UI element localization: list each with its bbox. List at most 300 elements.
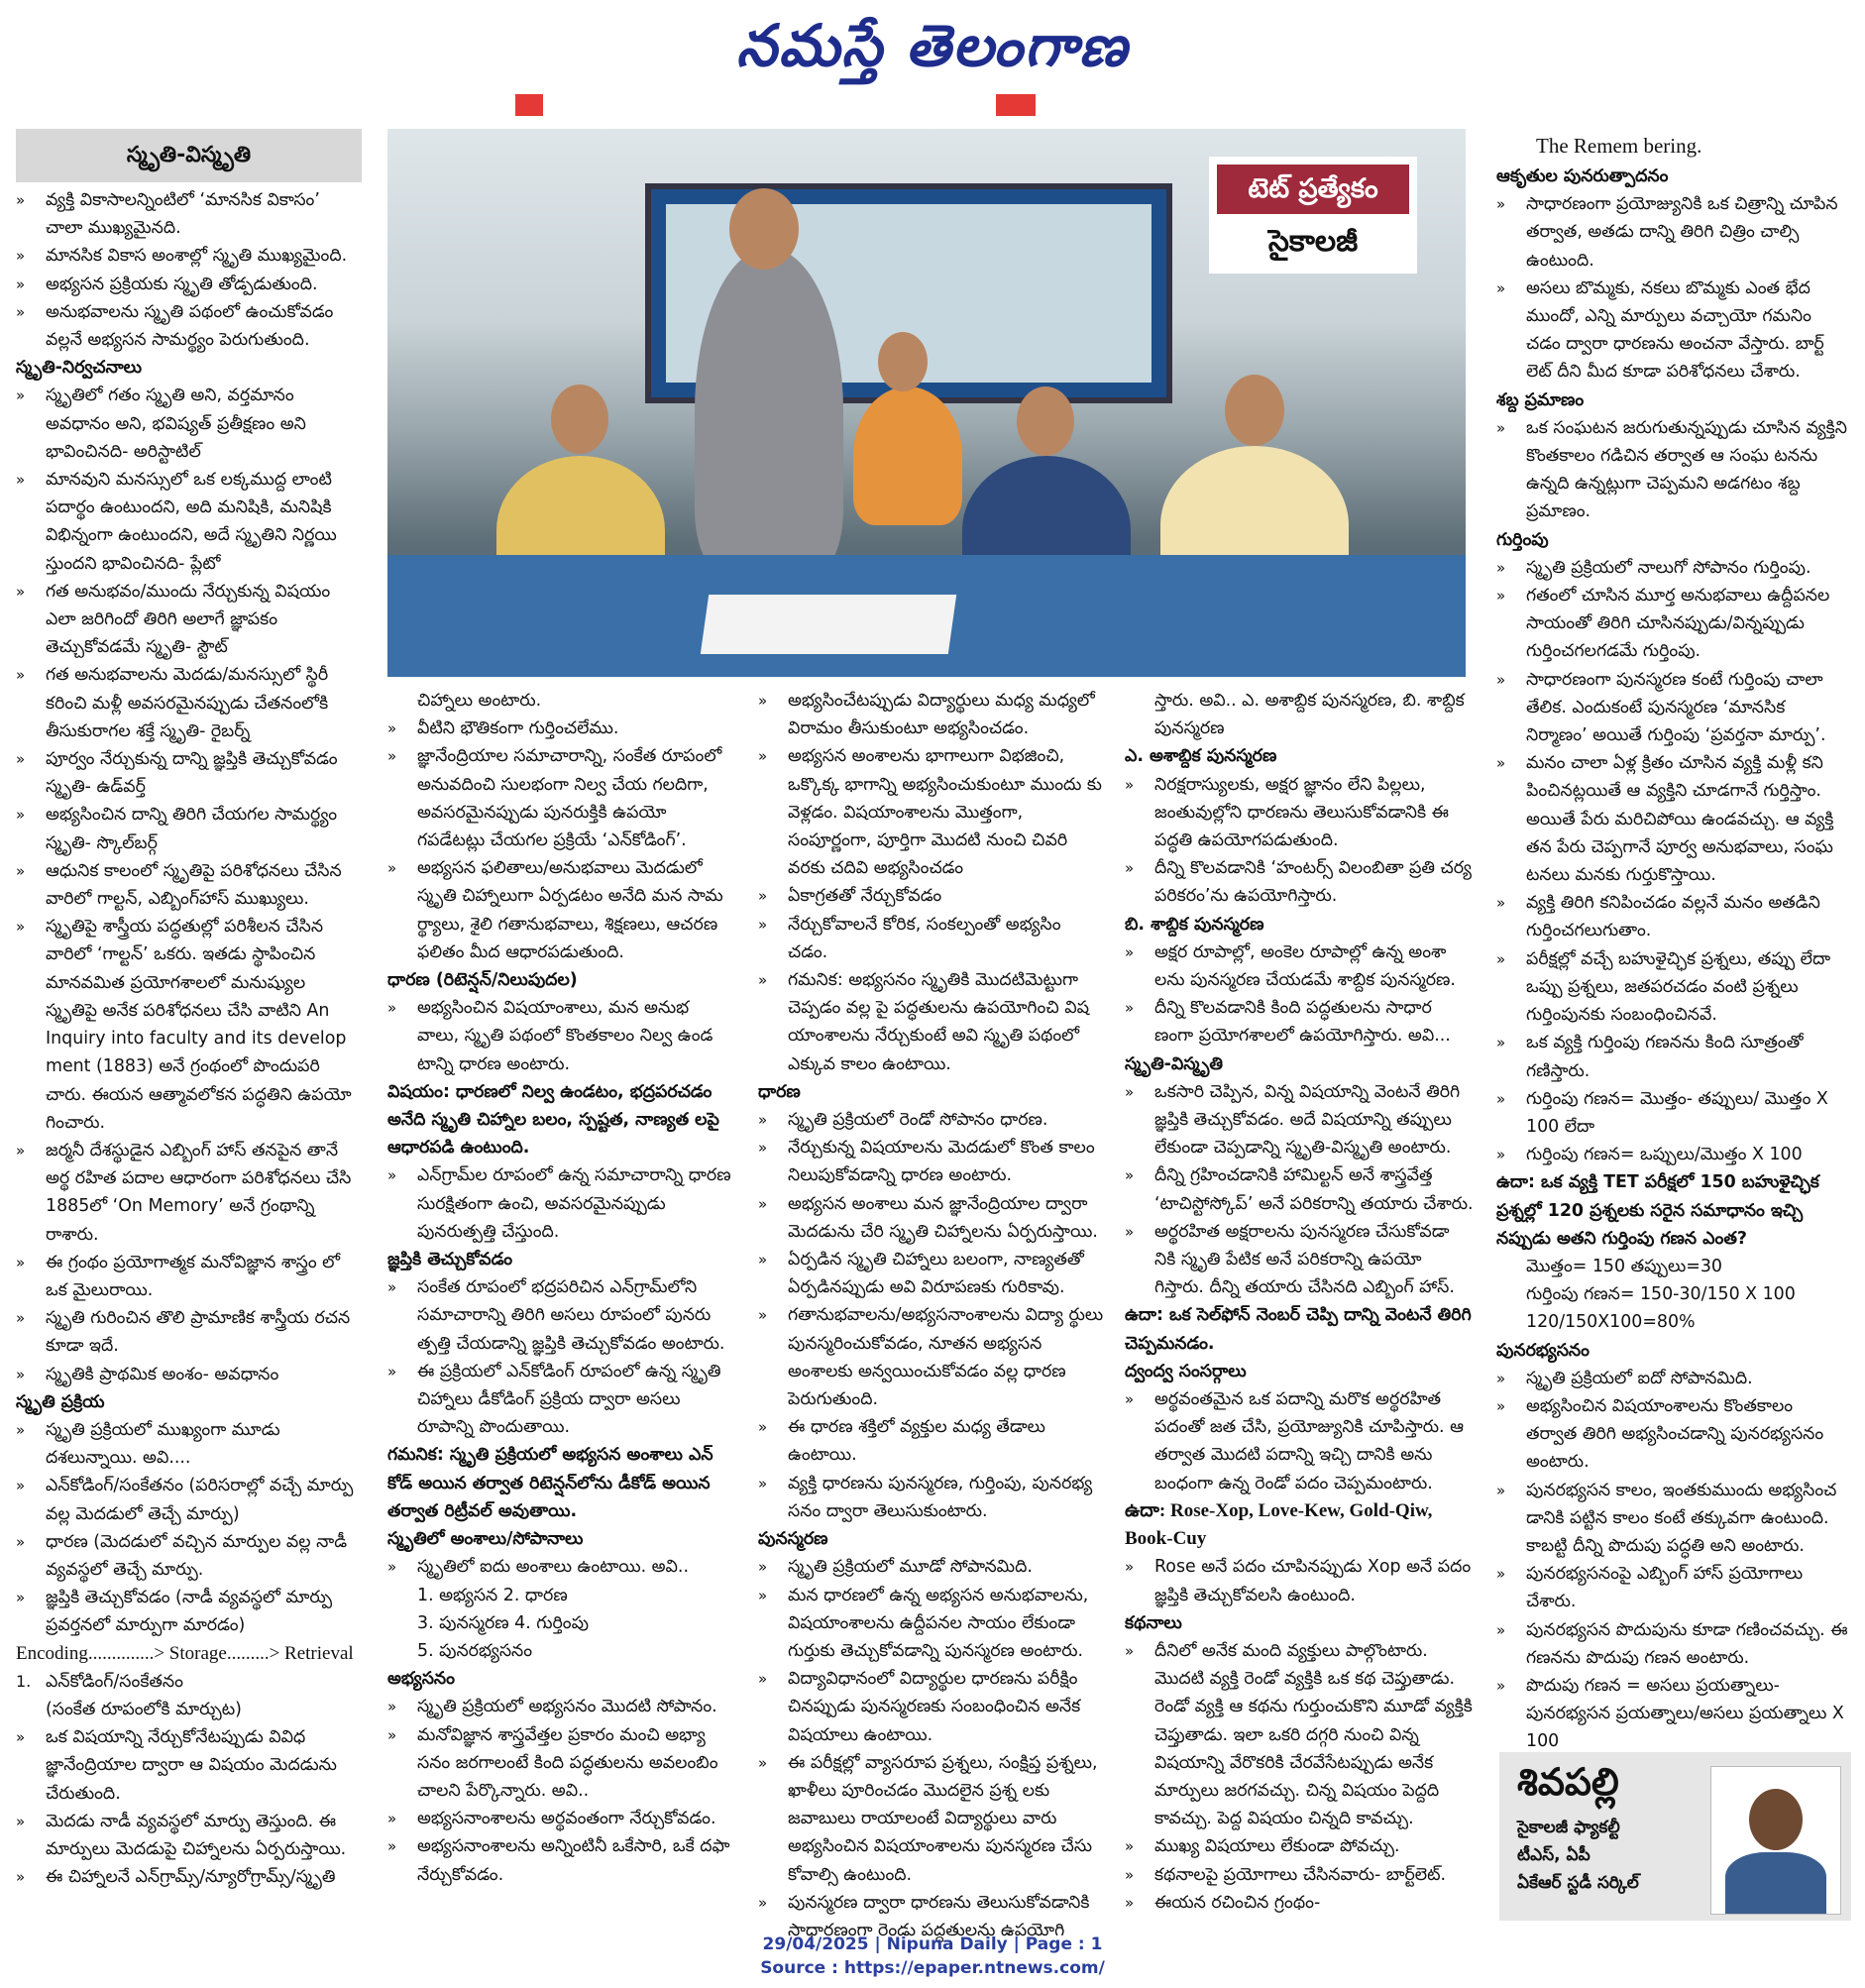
bullet-text: ఎన్‌గ్రామ్‌ల రూపంలో ఉన్న సమాచారాన్ని ధారణ సురక్షితంగా ఉంచి, అవసరమైనప్పుడు పునరుత్పత్తి చేస్తుంది. <box>417 1165 731 1242</box>
bullet-marker: » <box>387 1166 397 1185</box>
headline-fragment-left <box>515 94 543 116</box>
bullet-text: వ్యక్తి ధారణను పునస్మరణ, గుర్తింపు, పునరభ్య సనం ద్వారా తెలుసుకుంటారు. <box>788 1473 1093 1521</box>
bullet-text: అభ్యసించేటప్పుడు విద్యార్థులు మధ్య మధ్యలో విరామం తీసుకుంటూ అభ్యసించడం. <box>788 691 1095 739</box>
text-line: 120/150X100=80% <box>1526 1312 1696 1333</box>
bullet-item <box>758 1190 1105 1246</box>
bullet-marker: » <box>758 1306 768 1325</box>
bullet-text: మనోవిజ్ఞాన శాస్త్రవేత్తల ప్రకారం మంచి అభ్యా సనం జరగాలంటే కింది పద్ధతులను అవలంబిం చాలని పేర్కొన్నారు. అవి.. <box>417 1724 718 1801</box>
bullet-marker: » <box>758 915 768 934</box>
column-1 <box>16 129 362 1891</box>
bullet-item <box>1496 945 1848 1030</box>
bullet-text: జ్ఞానేంద్రియాల సమాచారాన్ని, సంకేత రూపంలో అనువదించి సులభంగా నిల్వ చేయ గలదిగా, అవసరమైనప్పుడు పునరుక్తికి ఉపయో గపడేటట్లు చేయగల ప్రక్రియే ‘ఎన్‌కోడింగ్’. <box>417 746 722 851</box>
bullet-marker: » <box>1125 775 1135 794</box>
subheading: ధారణ (రిటెన్షన్/నిలుపుదల) <box>387 970 578 991</box>
student-head <box>551 385 608 454</box>
bullet-text: అభ్యసన ప్రక్రియకు స్మృతి తోడ్పడుతుంది. <box>46 274 318 294</box>
subheading: కథనాలు <box>1125 1612 1182 1633</box>
bullet-item <box>758 1134 1105 1189</box>
bullet-marker: » <box>387 1558 397 1577</box>
bullet-marker: » <box>16 1141 26 1160</box>
bullet-item <box>758 1106 1105 1134</box>
bullet-item <box>1125 1385 1474 1497</box>
bullet-item <box>16 186 362 242</box>
bullet-text: స్మృతి ప్రక్రియలో మూడో సోపానమిది. <box>788 1557 1033 1578</box>
bullet-text: అక్షర రూపాల్లో, అంకెల రూపాల్లో ఉన్న అంశా లను పునస్మరణ చేయడమే శాబ్దిక పునస్మరణ. <box>1154 941 1456 991</box>
bullet-item <box>387 1161 734 1246</box>
bullet-item <box>1125 1637 1474 1832</box>
bullet-item <box>16 578 362 662</box>
bullet-item <box>1125 1889 1474 1917</box>
bullet-marker: » <box>1496 278 1506 297</box>
subheading: స్మృతి-విస్మృతి <box>1125 1053 1223 1074</box>
bullet-marker: » <box>1125 1166 1135 1185</box>
bullet-marker: » <box>1125 859 1135 878</box>
subheading: స్మృతి-నిర్వచనాలు <box>16 358 143 379</box>
bullet-item <box>16 857 362 913</box>
bullet-marker: » <box>387 719 397 738</box>
bullet-item <box>387 1273 734 1358</box>
bullet-text: మానసిక వికాస అంశాల్లో స్మృతి ముఖ్యమైంది. <box>46 246 348 267</box>
book-title-continued: The Remem bering. <box>1536 134 1702 158</box>
student-figure <box>853 387 962 525</box>
bullet-marker: » <box>387 1837 397 1856</box>
bullet-marker: » <box>1496 418 1506 437</box>
bullet-text: పూర్వం నేర్చుకున్న దాన్ని జ్ఞప్తికి తెచ్చుకోవడం స్మృతి- ఉడ్‌వర్త్ <box>46 749 338 798</box>
bullet-text: ఈ ధారణ శక్తిలో వ్యక్తుల మధ్య తేడాలు ఉంటాయి. <box>788 1417 1045 1466</box>
bullet-item <box>1125 939 1474 994</box>
bullet-marker: » <box>758 1418 768 1437</box>
author-role-line: ఏకేఆర్ స్టడీ సర్కిల్ <box>1517 1873 1639 1893</box>
subheading: విషయం: ధారణలో నిల్వ ఉండటం, భద్రపరచడం అనేది స్మృతి చిహ్నాల బలం, స్పష్టత, నాణ్యత లపై ఆధారపడి ఉంటుంది. <box>387 1081 719 1159</box>
bullet-marker: » <box>758 1670 768 1689</box>
bullet-text: ఈ ప్రక్రియలో ఎన్‌కోడింగ్ రూపంలో ఉన్న స్మృతి చిహ్నాలు డీకోడింగ్ ప్రక్రియ ద్వారా అసలు రూపాన్ని పొందుతాయి. <box>417 1361 721 1438</box>
topic-badge <box>1209 157 1417 274</box>
subheading: ద్వంద్వ సంసర్గాలు <box>1125 1361 1247 1381</box>
student-head <box>1225 375 1284 446</box>
bullet-item <box>16 1137 362 1249</box>
text-line: Encoding..............> Storage.........> Retrieval <box>16 1642 354 1664</box>
bullet-item <box>16 271 362 298</box>
bullet-text: గత అనుభవం/ముందు నేర్చుకున్న విషయం ఎలా జరిగిందో తిరిగి అలాగే జ్ఞాపకం తెచ్చుకోవడమే స్మృతి- స్టౌట్ <box>46 581 331 658</box>
bullet-marker: » <box>16 666 26 685</box>
bullet-text: గమనిక: అభ్యసనం స్మృతికి మొదటిమెట్టుగా చెప్పడం వల్ల పై పద్ధతులను ఉపయోగించి విష యాంశాలను నేర్చుకుంటే అవి స్మృతి పథంలో ఎక్కువ కాలం ఉంటాయి. <box>788 970 1089 1074</box>
bullet-marker: » <box>1125 1837 1135 1856</box>
bullet-item <box>758 1582 1105 1666</box>
teacher-head <box>729 188 799 270</box>
bullet-item <box>16 1361 362 1388</box>
student-head <box>878 332 928 391</box>
bullet-text: జ్ఞప్తికి తెచ్చుకోవడం (నాడీ వ్యవస్థలో మార్పు ప్రవర్తనలో మార్పుగా మారడం) <box>46 1588 333 1636</box>
bullet-text: ముఖ్య విషయాలు లేకుండా పోవచ్చు. <box>1154 1836 1400 1857</box>
author-photo <box>1710 1766 1841 1915</box>
bullet-text: అభ్యసించిన విషయాంశాలను కొంతకాలం తర్వాత తిరిగి అభ్యసించడాన్ని పునరభ్యసనం అంటారు. <box>1526 1395 1824 1473</box>
bullet-item <box>758 687 1105 742</box>
bullet-text: పునరభ్యసనంపై ఎబ్బింగ్ హాస్ ప్రయోగాలు చేశారు. <box>1526 1564 1804 1612</box>
bullet-text: ఒక వ్యక్తి గుర్తింపు గణనను కింది సూత్రంతో గణిస్తారు. <box>1526 1033 1804 1081</box>
bullet-marker: » <box>16 1532 26 1551</box>
bullet-item <box>16 913 362 1137</box>
bullet-item <box>758 742 1105 882</box>
bullet-item <box>758 1665 1105 1749</box>
badge-tet-special: టెట్ ప్రత్యేకం <box>1217 165 1409 214</box>
bullet-text: గుర్తింపు గణన= మొత్తం- తప్పులు/ మొత్తం X 100 లేదా <box>1526 1088 1828 1137</box>
bullet-item <box>16 382 362 466</box>
column-3 <box>758 687 1105 1944</box>
bullet-marker: » <box>1496 670 1506 689</box>
footer <box>0 1933 1865 1980</box>
bullet-marker: » <box>16 918 26 937</box>
bullet-marker: » <box>758 1753 768 1772</box>
bullet-marker: » <box>16 1728 26 1747</box>
bullet-text: పరీక్షల్లో వచ్చే బహుళైచ్ఛిక ప్రశ్నలు, తప్పు లేదా ఒప్పు ప్రశ్నలు, జతపరచడం వంటి ప్రశ్నలు గుర్తింపునకు సంబంధించినవే. <box>1526 948 1831 1026</box>
bullet-text: ఒక సంఘటన జరుగుతున్నప్పుడు చూసిన వ్యక్తిని కొంతకాలం గడిచిన తర్వాత ఆ సంఘ టనను ఉన్నది ఉన్నట్లుగా చెప్పమని అడగటం శబ్ద ప్రమాణం. <box>1526 417 1847 522</box>
subheading: ఎ. అశాబ్దిక పునస్మరణ <box>1125 746 1277 767</box>
bullet-item <box>758 911 1105 966</box>
bullet-item <box>16 1416 362 1472</box>
bullet-item <box>1125 1832 1474 1860</box>
bullet-item <box>1496 889 1848 944</box>
bullet-item <box>387 1805 734 1832</box>
bullet-marker: » <box>387 859 397 878</box>
bullet-item <box>387 1358 734 1442</box>
bullet-item <box>16 1304 362 1360</box>
bullet-marker: » <box>1125 1082 1135 1101</box>
text-line: గుర్తింపు గణన= 150-30/150 X 100 <box>1526 1284 1796 1305</box>
bullet-item <box>758 1413 1105 1469</box>
bullet-text: మానవుని మనస్సులో ఒక లక్కముద్ద లాంటి పదార్థం ఉంటుందని, అది మనిషికి, మనిషికి విభిన్నంగా ఉంటుందని, అదే స్మృతిని నిర్ణయి స్తుందని భావించినది- ప్లేటో <box>46 470 337 574</box>
bullet-item <box>16 745 362 801</box>
bullet-text: దీన్ని గ్రహించడానికి హామిల్టన్ అనే శాస్త్రవేత్త ‘టాచిస్టోస్కోప్’ అనే పరికరాన్ని తయారు చేశారు. <box>1154 1165 1474 1214</box>
bullet-text: స్మృతిలో ఐదు అంశాలు ఉంటాయి. అవి.. <box>417 1557 689 1578</box>
bullet-item <box>16 242 362 270</box>
badge-psychology: సైకాలజీ <box>1267 224 1359 259</box>
subheading: పునస్మరణ <box>758 1529 828 1550</box>
bullet-marker: » <box>1125 999 1135 1018</box>
bullet-marker: » <box>16 1253 26 1271</box>
bullet-text: అభ్యసించిన విషయాంశాలు, మన అనుభ వాలు, స్మృతి పథంలో కొంతకాలం నిల్వ ఉండ టాన్ని ధారణ అంటారు. <box>417 998 713 1074</box>
bullet-item <box>758 1749 1105 1889</box>
bullet-item <box>1496 414 1848 526</box>
bullet-item <box>758 1553 1105 1581</box>
bullet-item <box>387 854 734 966</box>
bullet-text: అభ్యసనాంశాలను అర్థవంతంగా నేర్చుకోవడం. <box>417 1809 716 1829</box>
bullet-item <box>1125 771 1474 855</box>
bullet-item <box>758 1470 1105 1525</box>
bullet-text: స్మృతి ప్రక్రియలో నాలుగో సోపానం గుర్తింపు. <box>1526 557 1811 578</box>
bullet-text: మెదడు నాడీ వ్యవస్థలో మార్పు తెస్తుంది. ఈ మార్పులు మెదడుపై చిహ్నాలను ఏర్పరుస్తాయి. <box>46 1811 347 1859</box>
bullet-marker: 1. <box>16 1671 32 1691</box>
bullet-text: అర్థరహిత అక్షరాలను పునస్మరణ చేసుకోవడా నికి స్మృతి పేటిక అనే పరికరాన్ని ఉపయో గిస్తారు. దీన్ని తయారు చేసినది ఎబ్బింగ్ హాస్. <box>1154 1221 1455 1298</box>
bullet-text: ఈ చిహ్నాలనే ఎన్‌గ్రామ్స్/న్యూరోగ్రామ్స్/స్మృతి <box>46 1867 336 1888</box>
section-title: స్మృతి-విస్మృతి <box>16 129 362 182</box>
bullet-text: అసలు బొమ్మకు, నకలు బొమ్మకు ఎంత భేద ముందో, ఎన్ని మార్పులు వచ్చాయో గమనిం చడం ద్వారా ధారణను అంచనా వేస్తారు. బార్ట్ లెట్ దీని మీద కూడా పరిశోధనలు చేశారు. <box>1526 277 1824 383</box>
bullet-text: పునరభ్యసన కాలం, ఇంతకుముందు అభ్యసించ డానికి పట్టిన కాలం కంటే తక్కువగా ఉంటుంది. కాబట్టి దీన్ని పొదుపు పద్ధతి అని అంటారు. <box>1526 1480 1837 1556</box>
subheading: గమనిక: స్మృతి ప్రక్రియలో అభ్యసన అంశాలు ఎన్ కోడ్ అయిన తర్వాత రిటెన్షన్‌లోను డీకోడ్ అయిన తర్వాత రిట్రీవల్ అవుతాయి. <box>387 1445 713 1521</box>
bullet-marker: » <box>1125 1390 1135 1409</box>
text-line: స్తారు. అవి.. ఎ. అశాబ్దిక పునస్మరణ, బి. శాబ్దిక పునస్మరణ <box>1154 691 1465 739</box>
subheading: ఉదా: ఒక సెల్‌ఫోన్ నెంబర్ చెప్పి దాన్ని వెంటనే తిరిగి చెప్పమనడం. <box>1125 1305 1472 1354</box>
bullet-item <box>1496 1477 1848 1561</box>
bullet-text: మన ధారణలో ఉన్న అభ్యసన అనుభవాలను, విషయాంశాలను ఉద్దీపనల సాయం లేకుండా గుర్తుకు తెచ్చుకోవడాన్ని పునస్మరణ అంటారు. <box>788 1585 1089 1661</box>
bullet-text: ఈ గ్రంథం ప్రయోగాత్మక మనోవిజ్ఞాన శాస్త్రం లో ఒక మైలురాయి. <box>46 1252 341 1300</box>
bullet-text: పునస్మరణ ద్వారా ధారణను తెలుసుకోవడానికి సాధారణంగా రెండు పద్ధతులను ఉపయోగి <box>788 1892 1090 1940</box>
bullet-text: ఒక విషయాన్ని నేర్చుకోనేటప్పుడు వివిధ జ్ఞానేంద్రియాల ద్వారా ఆ విషయం మెదడును చేరుతుంది. <box>46 1727 337 1804</box>
bullet-text: అభ్యసన ఫలితాలు/అనుభవాలు మెదడులో స్మృతి చిహ్నాలుగా ఏర్పడటం అనేది మన సామ ర్థ్యాలు, శైలి గతానుభవాలు, శిక్షణలు, ఆచరణ ఫలితం మీద ఆధారపడుతుంది. <box>417 858 723 962</box>
bullet-text: మనం చాలా ఏళ్ల క్రితం చూసిన వ్యక్తి మళ్లీ కని పించినట్లయితే ఆ వ్యక్తిని చూడగానే గుర్తిస్తాం. అయితే పేరు మరిచిపోయి ఉండవచ్చు. ఆ వ్యక్తి తన పేరు చెప్పగానే పూర్వ అనుభవాలు, సంఘ టనలు మనకు గుర్తుకొస్తాయి. <box>1526 753 1834 886</box>
bullet-item <box>1496 666 1848 750</box>
bullet-item <box>387 994 734 1078</box>
bullet-item <box>1496 1672 1848 1756</box>
text-line: 5. పునరభ్యసనం <box>417 1640 533 1661</box>
bullet-marker: » <box>758 1558 768 1577</box>
bullet-marker: » <box>16 302 26 321</box>
bullet-marker: » <box>16 1477 26 1495</box>
bullet-text: ఎన్‌కోడింగ్/సంకేతనం <box>46 1671 183 1692</box>
notebook <box>701 595 956 654</box>
bullet-item <box>16 1584 362 1639</box>
bullet-text: గుర్తింపు గణన= ఒప్పులు/మొత్తం X 100 <box>1526 1145 1803 1165</box>
bullet-marker: » <box>387 1278 397 1297</box>
bullet-marker: » <box>1496 1089 1506 1108</box>
teacher-figure <box>695 248 843 575</box>
column-2 <box>387 687 734 1889</box>
bullet-item <box>1496 275 1848 387</box>
bullet-marker: » <box>1125 1893 1135 1912</box>
bullet-marker: » <box>758 1194 768 1213</box>
bullet-text: అభ్యసించిన దాన్ని తిరిగి చేయగల సామర్థ్యం స్మృతి- స్కొల్‌బర్గ్ <box>46 805 338 853</box>
author-role-line: టీఎస్, ఏపీ <box>1517 1845 1591 1865</box>
bullet-item <box>1125 1078 1474 1162</box>
bullet-text: వీటిని భౌతికంగా గుర్తించలేము. <box>417 718 619 739</box>
student-head <box>1017 387 1074 456</box>
bullet-item <box>387 1721 734 1806</box>
bullet-marker: » <box>1496 949 1506 968</box>
author-role-line: సైకాలజీ ఫ్యాకల్టీ <box>1517 1818 1620 1837</box>
bullet-item <box>1496 1392 1848 1477</box>
bullet-marker: » <box>16 861 26 880</box>
bullet-marker: » <box>1125 1865 1135 1884</box>
subheading: శబ్ద ప్రమాణం <box>1496 389 1585 410</box>
bullet-item <box>387 742 734 854</box>
bullet-marker: » <box>16 1589 26 1607</box>
bullet-text: నిరక్షరాస్యులకు, అక్షర జ్ఞానం లేని పిల్లలు, జంతువుల్లోని ధారణను తెలుసుకోవడానికి ఈ పద్ధతి ఉపయోగపడుతుంది. <box>1154 774 1449 851</box>
bullet-text: వ్యక్తి తిరిగి కనిపించడం వల్లనే మనం అతడిని గుర్తించగలుగుతాం. <box>1526 893 1820 941</box>
bullet-marker: » <box>16 1365 26 1383</box>
bullet-item <box>16 1528 362 1584</box>
bullet-marker: » <box>758 692 768 710</box>
bullet-text: దీన్ని కొలవడానికి కింది పద్ధతులను సాధార ణంగా ప్రయోగశాలలో ఉపయోగిస్తారు. అవి... <box>1154 998 1451 1047</box>
bullet-item <box>1125 1861 1474 1889</box>
bullet-item <box>1496 1365 1848 1392</box>
bullet-marker: » <box>1125 1558 1135 1577</box>
column-5 <box>1496 129 1848 1756</box>
bullet-item <box>1496 554 1848 582</box>
bullet-marker: » <box>758 887 768 906</box>
author-name: శివపల్లి <box>1517 1760 1619 1804</box>
bullet-text: ఎన్‌కోడింగ్/సంకేతనం (పరిసరాల్లో వచ్చే మార్పు వల్ల మెదడులో తెచ్చే మార్పు) <box>46 1476 354 1524</box>
author-role <box>1517 1814 1639 1897</box>
bullet-text: కథనాలపై ప్రయోగాలు చేసినవారు- బార్ట్‌లెట్. <box>1154 1864 1447 1885</box>
bullet-marker: » <box>1125 1641 1135 1660</box>
bullet-item <box>1496 582 1848 666</box>
bullet-marker: » <box>387 1698 397 1716</box>
bullet-text: ఈ పరీక్షల్లో వ్యాసరూప ప్రశ్నలు, సంక్షిప్త ప్రశ్నలు, ఖాళీలు పూరించడం మొదలైన ప్రశ్న లకు జవాబులు రాయాలంటే విద్యార్థులు వారు అభ్యసించిన విషయాంశాలను పునస్మరణ చేసు కోవాల్సి ఉంటుంది. <box>788 1752 1098 1885</box>
bullet-marker: » <box>758 1251 768 1270</box>
bullet-text: స్మృతి ప్రక్రియలో ఐదో సోపానమిది. <box>1526 1368 1753 1388</box>
footer-date-line: 29/04/2025 | Nipuna Daily | Page : 1 <box>762 1934 1103 1954</box>
bullet-item <box>1125 994 1474 1049</box>
bullet-text: Rose అనే పదం చూపినప్పుడు Xop అనే పదం జ్ఞప్తికి తెచ్చుకోవలసి ఉంటుంది. <box>1154 1557 1472 1605</box>
bullet-marker: » <box>387 999 397 1018</box>
bullet-text: జర్మనీ దేశస్థుడైన ఎబ్బింగ్ హాస్ తనపైన తానే అర్థ రహిత పదాల ఆధారంగా పరిశోధనలు చేసి 1885లో ‘On Memory’ అనే గ్రంథాన్ని రాశారు. <box>46 1140 352 1245</box>
bullet-marker: » <box>758 1111 768 1130</box>
bullet-text: నేర్చుకున్న విషయాలను మెదడులో కొంత కాలం నిలుపుకోవడాన్ని ధారణ అంటారు. <box>788 1138 1095 1186</box>
bullet-marker: » <box>387 1810 397 1828</box>
bullet-marker: » <box>1496 195 1506 214</box>
text-line: చిహ్నాలు అంటారు. <box>417 691 542 711</box>
bullet-text: గతంలో చూసిన మూర్త అనుభవాలు ఉద్దీపనల సాయంతో తిరిగి చూసినప్పుడు/విన్నప్పుడు గుర్తించగలగడమే గుర్తింపు. <box>1526 586 1830 662</box>
bullet-text: ఒకసారి చెప్పిన, విన్న విషయాన్ని వెంటనే తిరిగి జ్ఞప్తికి తెచ్చుకోవడం. అదే విషయాన్ని తప్పులు లేకుండా చెప్పడాన్ని స్మృతి-విస్మృతి అంటారు. <box>1154 1081 1461 1159</box>
bullet-marker: » <box>1496 1481 1506 1499</box>
bullet-text: ఆధునిక కాలంలో స్మృతిపై పరిశోధనలు చేసిన వారిలో గాల్టన్, ఎబ్బింగ్‌హాస్ ముఖ్యులు. <box>46 860 342 910</box>
column-4 <box>1125 687 1474 1917</box>
subheading: బి. శాబ్దిక పునస్మరణ <box>1125 914 1264 935</box>
bullet-marker: » <box>16 275 26 293</box>
bullet-item <box>758 966 1105 1078</box>
bullet-item <box>1125 854 1474 910</box>
bullet-marker: » <box>387 1725 397 1744</box>
bullet-marker: » <box>1496 1034 1506 1052</box>
bullet-text: అర్థవంతమైన ఒక పదాన్ని మరొక అర్థరహిత పదంతో జత చేసి, ప్రయోజ్యునికి చూపిస్తారు. ఆ తర్వాత మొదటి పదాన్ని ఇచ్చి దానికి అను బంధంగా ఉన్న రెండో పదం చెప్పమంటారు. <box>1154 1389 1464 1493</box>
bullet-marker: » <box>1496 894 1506 913</box>
bullet-item <box>16 466 362 578</box>
bullet-text: స్మృతి ప్రక్రియలో అభ్యసనం మొదటి సోపానం. <box>417 1697 717 1717</box>
subheading: గుర్తింపు <box>1496 529 1549 550</box>
bullet-text: ధారణ (మెదడులో వచ్చిన మార్పుల వల్ల నాడీ వ్యవస్థలో తెచ్చే మార్పు. <box>46 1531 348 1580</box>
bullet-item <box>16 1668 362 1696</box>
subheading: ఆకృతుల పునరుత్పాదనం <box>1496 166 1669 186</box>
bullet-marker: » <box>1496 1146 1506 1164</box>
bullet-item <box>758 1246 1105 1301</box>
bullet-marker: » <box>16 1309 26 1328</box>
bullet-text: స్మృతికి ప్రాథమిక అంశం- అవధానం <box>46 1364 279 1384</box>
text-line: 3. పునస్మరణ 4. గుర్తింపు <box>417 1612 589 1633</box>
bullet-marker: » <box>16 1868 26 1887</box>
bullet-marker: » <box>758 1893 768 1912</box>
masthead <box>0 0 1865 104</box>
bullet-text: పునరభ్యసన పొదుపును కూడా గణించవచ్చు. ఈ గణనను పొదుపు గణన అంటారు. <box>1526 1619 1848 1668</box>
bullet-marker: » <box>1496 1565 1506 1584</box>
bullet-marker: » <box>1125 942 1135 961</box>
subheading: జ్ఞప్తికి తెచ్చుకోవడం <box>387 1250 513 1270</box>
bullet-marker: » <box>16 247 26 266</box>
subheading: అభ్యసనం <box>387 1669 455 1690</box>
bullet-marker: » <box>16 191 26 209</box>
newspaper-title: నమస్తే తెలంగాణ <box>736 12 1129 79</box>
bullet-text: సంకేత రూపంలో భద్రపరిచిన ఎన్‌గ్రామ్‌లోని సమాచారాన్ని తిరిగి అసలు రూపంలో పునరు త్పత్తి చేయడాన్ని జ్ఞప్తికి తెచ్చుకోవడం అంటారు. <box>417 1277 725 1354</box>
bullet-item <box>16 1723 362 1808</box>
bullet-marker: » <box>1496 1620 1506 1639</box>
bullet-marker: » <box>16 387 26 405</box>
bullet-item <box>16 801 362 856</box>
bullet-marker: » <box>16 1420 26 1439</box>
bullet-text: స్మృతిలో గతం స్మృతి అని, వర్తమానం అవధానం అని, భవిష్యత్ ప్రతీక్షణం అని భావించినది- అరిస్టాటిల్ <box>46 386 306 462</box>
bullet-item <box>16 1863 362 1891</box>
subheading: పునరభ్యసనం <box>1496 1340 1590 1361</box>
bullet-item <box>1496 749 1848 889</box>
bullet-item <box>16 1472 362 1527</box>
bullet-item <box>16 1249 362 1304</box>
bullet-text: ఏకాగ్రతతో నేర్చుకోవడం <box>788 886 942 907</box>
bullet-text: ఏర్పడిన స్మృతి చిహ్నాలు బలంగా, నాణ్యతతో ఏర్పడినప్పుడు అవి విరూపణకు గురికావు. <box>788 1250 1084 1298</box>
bullet-item <box>1125 1218 1474 1302</box>
bullet-marker: » <box>1496 1369 1506 1387</box>
bullet-text: స్మృతి ప్రక్రియలో ముఖ్యంగా మూడు దశలున్నాయి. అవి.... <box>46 1419 280 1469</box>
footer-source-line: Source : https://epaper.ntnews.com/ <box>760 1958 1105 1978</box>
author-box <box>1499 1752 1851 1921</box>
bullet-marker: » <box>1496 1676 1506 1695</box>
bullet-item <box>387 715 734 742</box>
bullet-text: అభ్యసన అంశాలను భాగాలుగా విభజించి, ఒక్కొక్క భాగాన్ని అభ్యసించుకుంటూ ముందు కు వెళ్లడం. విషయాంశాలను మొత్తంగా, సంపూర్ణంగా, పూర్తిగా మొదటి నుంచి చివరి వరకు చదివి అభ్యసించడం <box>788 746 1102 879</box>
bullet-item <box>758 1301 1105 1413</box>
subheading: స్మృతిలో అంశాలు/సోపానాలు <box>387 1529 584 1550</box>
bullet-marker: » <box>1496 558 1506 577</box>
bullet-item <box>1125 1161 1474 1217</box>
bullet-text: స్మృతి గురించిన తొలి ప్రామాణిక శాస్త్రీయ రచన కూడా ఇదే. <box>46 1308 351 1357</box>
bullet-text: దీన్ని కొలవడానికి ‘హంటర్స్ విలంబితా ప్రతి చర్య పరికరం’ను ఉపయోగిస్తారు. <box>1154 858 1473 907</box>
bullet-text: వ్యక్తి వికాసాలన్నింటిలో ‘మానసిక వికాసం’ చాలా ముఖ్యమైనది. <box>46 190 320 239</box>
bullet-marker: » <box>387 1362 397 1381</box>
bullet-marker: » <box>758 747 768 766</box>
text-line: మొత్తం= 150 తప్పులు=30 <box>1526 1256 1722 1276</box>
bullet-marker: » <box>758 971 768 990</box>
bullet-item <box>387 1553 734 1581</box>
bullet-item <box>758 882 1105 910</box>
bullet-marker: » <box>16 582 26 601</box>
bullet-text: విద్యావిధానంలో విద్యార్థుల ధారణను పరీక్షిం చినప్పుడు పునస్మరణకు సంబంధించిన అనేక విషయాలు ఉంటాయి. <box>788 1669 1081 1745</box>
headline-fragment-right <box>996 94 1036 116</box>
bullet-marker: » <box>758 1474 768 1492</box>
text-line: (సంకేత రూపంలోకి మార్చుట) <box>46 1699 242 1719</box>
subheading: స్మృతి ప్రక్రియ <box>16 1391 105 1412</box>
bullet-text: అభ్యసన అంశాలు మన జ్ఞానేంద్రియాల ద్వారా మెదడును చేరి స్మృతి చిహ్నాలను ఏర్పరుస్తాయి. <box>788 1193 1098 1242</box>
bullet-item <box>387 1832 734 1888</box>
bullet-marker: » <box>1125 1222 1135 1241</box>
bullet-item <box>1496 190 1848 275</box>
bullet-marker: » <box>1496 587 1506 606</box>
bullet-item <box>1496 1141 1848 1168</box>
bullet-text: గత అనుభవాలను మెదడు/మనస్సులో స్థిరీ కరించి మళ్లీ అవసరమైనప్పుడు చేతనంలోకి తీసుకురాగల శక్తే స్మృతి- రైబర్న్ <box>46 665 329 741</box>
bullet-text: ఈయన రచించిన గ్రంథం- <box>1154 1892 1321 1913</box>
bullet-marker: » <box>16 471 26 490</box>
bullet-text: గతానుభవాలను/అభ్యసనాంశాలను విద్యా ర్థులు పునస్మరించుకోవడం, నూతన అభ్యసన అంశాలకు అన్వయించుకోవడం వల్ల ధారణ పెరుగుతుంది. <box>788 1305 1104 1410</box>
bullet-item <box>1496 1029 1848 1084</box>
bullet-marker: » <box>16 750 26 769</box>
bullet-text: పొదుపు గణన = అసలు ప్రయత్నాలు- పునరభ్యసన ప్రయత్నాలు/అసలు ప్రయత్నాలు X 100 <box>1526 1675 1844 1752</box>
bullet-text: స్మృతిపై శాస్త్రీయ పద్ధతుల్లో పరిశీలన చేసిన వారిలో ‘గాల్టన్’ ఒకరు. ఇతడు స్థాపించిన మానవమిత ప్రయోగశాలలో మనుష్యుల స్మృతిపై అనేక పరిశోధనలు చేసి వాటిని An Inquiry into faculty and its develop ment (1883) అనే గ్రంథంలో పొందుపరి చారు. ఈయన ఆత్మావలోకన పద్ధతిని ఉపయో గించారు. <box>46 917 352 1133</box>
bullet-marker: » <box>1496 1396 1506 1415</box>
bullet-marker: » <box>1496 754 1506 773</box>
bullet-item <box>1125 1553 1474 1608</box>
bullet-text: దీనిలో అనేక మంది వ్యక్తులు పాల్గొంటారు. మొదటి వ్యక్తి రెండో వ్యక్తికి ఒక కథ చెప్తుతాడు. రెండో వ్యక్తి ఆ కథను గుర్తుంచుకొని మూడో వ్యక్తికి చెప్తుతాడు. ఇలా ఒకరి దగ్గరి నుంచి విన్న విషయాన్ని వేరొకరికి చేరవేసేటప్పుడు అనేక మార్పులు జరగవచ్చు. చిన్న విషయం పెద్దది కావచ్చు. పెద్ద విషయం చిన్నది కావచ్చు. <box>1154 1640 1473 1829</box>
bullet-marker: » <box>16 806 26 825</box>
subheading: ఉదా: Rose-Xop, Love-Kew, Gold-Qiw, Book-Cuy <box>1125 1499 1433 1550</box>
bullet-item <box>1496 1085 1848 1141</box>
bullet-text: స్మృతి ప్రక్రియలో రెండో సోపానం ధారణ. <box>788 1110 1048 1131</box>
bullet-text: సాధారణంగా పునస్మరణ కంటే గుర్తింపు చాలా తేలిక. ఎందుకంటే పునస్మరణ ‘మానసిక నిర్మాణం’ అయితే గుర్తింపు ‘ప్రవర్తనా మార్పు’. <box>1526 669 1826 746</box>
bullet-marker: » <box>758 1139 768 1158</box>
bullet-item <box>1496 1560 1848 1615</box>
